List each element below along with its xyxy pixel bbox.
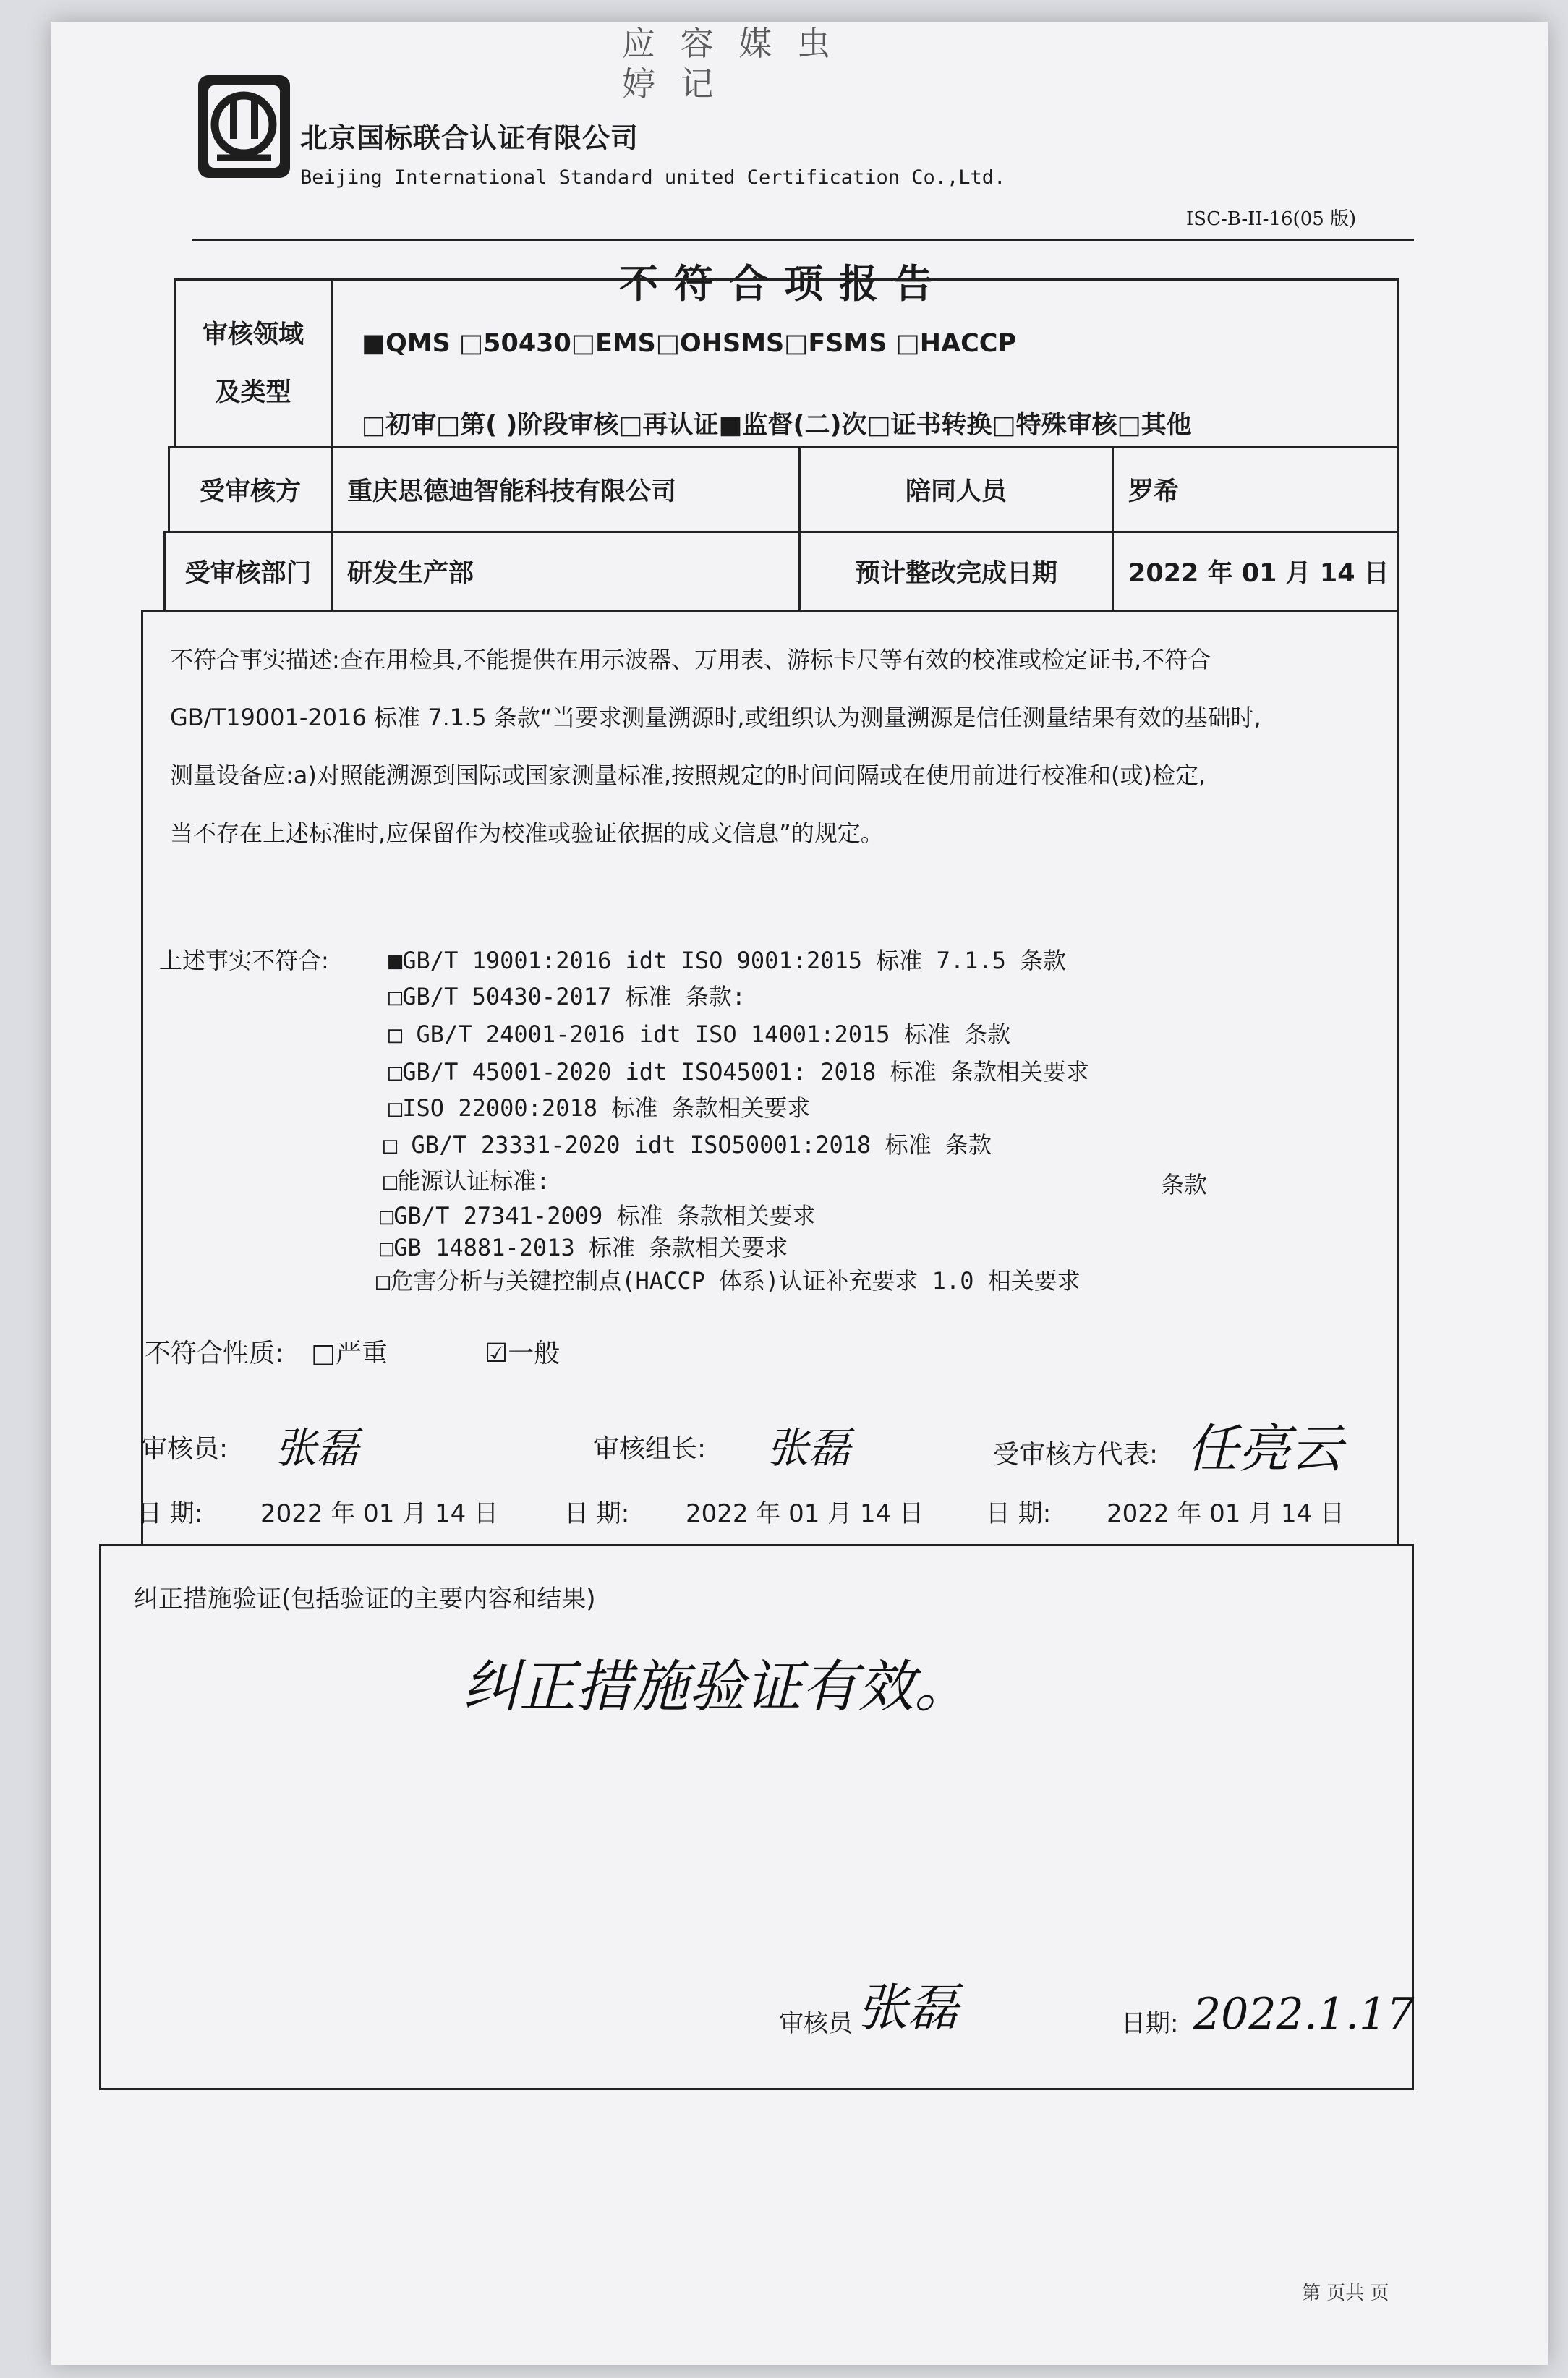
auditee-value: 重庆思德迪智能科技有限公司: [347, 477, 677, 506]
verification-label: 纠正措施验证(包括验证的主要内容和结果): [134, 1585, 596, 1614]
top-note-line-2: 婷 记: [622, 64, 721, 103]
accompany-value: 罗希: [1128, 477, 1180, 506]
standard-item-10: □危害分析与关键控制点(HACCP 体系)认证补充要求 1.0 相关要求: [376, 1267, 1081, 1295]
verification-date-label: 日期:: [1121, 2009, 1179, 2038]
standard-item-7: □能源认证标准:: [383, 1167, 550, 1195]
verification-auditor-signature: 张磊: [857, 1978, 958, 2037]
rep-signature: 任亮云: [1186, 1418, 1343, 1479]
verification-handwritten: 纠正措施验证有效。: [463, 1655, 971, 1720]
accompany-value-cell: [1112, 446, 1399, 533]
verification-auditor-label: 审核员: [779, 2009, 853, 2038]
description-line-1: 不符合事实描述:查在用检具,不能提供在用示波器、万用表、游标卡尺等有效的校准或检定证书,不符合: [170, 646, 1211, 673]
report-title: 不符合项报告: [619, 260, 949, 307]
standard-item-5: □ISO 22000:2018 标准 条款相关要求: [388, 1094, 811, 1122]
description-line-3: 测量设备应:a)对照能溯源到国际或国家测量标准,按照规定的时间间隔或在使用前进行校准和(或)检定,: [170, 762, 1206, 789]
due-date-label-cell: [798, 531, 1114, 612]
auditee-label-cell: [168, 446, 333, 533]
standard-item-2: □GB/T 50430-2017 标准 条款:: [388, 983, 746, 1010]
nonconform-label: 上述事实不符合:: [159, 947, 329, 974]
description-line-4: 当不存在上述标准时,应保留作为校准或验证依据的成文信息”的规定。: [170, 819, 884, 847]
standard-item-3: □ GB/T 24001-2016 idt ISO 14001:2015 标准 条款: [388, 1020, 1011, 1048]
audit-scope-line-2: □初审□第( )阶段审核□再认证■监督(二)次□证书转换□特殊审核□其他: [362, 411, 1192, 440]
auditor-label: 审核员:: [141, 1434, 229, 1464]
audit-scope-label-cell: [174, 278, 333, 448]
standard-item-1: ■GB/T 19001:2016 idt ISO 9001:2015 标准 7.1.5 条款: [388, 947, 1067, 974]
page-footer: 第 页共 页: [1302, 2283, 1389, 2304]
due-date-value: 2022 年 01 月 14 日: [1128, 559, 1389, 588]
standard-item-9: □GB 14881-2013 标准 条款相关要求: [380, 1234, 788, 1261]
audit-scope-label: 审核领域及类型: [202, 320, 304, 407]
auditee-value-cell: [331, 446, 801, 533]
rep-label: 受审核方代表:: [993, 1440, 1159, 1470]
leader-date: 2022 年 01 月 14 日: [686, 1499, 924, 1528]
nature-general: ☑一般: [485, 1339, 561, 1368]
nature-label: 不符合性质:: [145, 1339, 284, 1368]
form-code: ISC-B-II-16(05 版): [1186, 208, 1357, 230]
standard-item-8: □GB/T 27341-2009 标准 条款相关要求: [380, 1202, 816, 1230]
auditee-label: 受审核方: [199, 477, 301, 506]
leader-label: 审核组长:: [593, 1434, 707, 1464]
standard-item-6: □ GB/T 23331-2020 idt ISO50001:2018 标准 条款: [383, 1131, 992, 1159]
due-date-label: 预计整改完成日期: [854, 559, 1057, 588]
top-stamp-text: [622, 23, 838, 104]
verification-date: 2022.1.17: [1193, 1989, 1415, 2040]
department-value-cell: [331, 531, 801, 612]
accompany-label: 陪同人员: [905, 477, 1007, 506]
auditor-signature: 张磊: [275, 1423, 359, 1473]
standard-item-4: □GB/T 45001-2020 idt ISO45001: 2018 标准 条款相关要求: [388, 1058, 1089, 1086]
header-rule: [192, 239, 1414, 241]
department-value: 研发生产部: [347, 559, 474, 588]
energy-clause-label: 条款: [1161, 1171, 1208, 1198]
auditor-date: 2022 年 01 月 14 日: [260, 1499, 499, 1528]
nature-serious: □严重: [311, 1339, 388, 1368]
due-date-value-cell: [1112, 531, 1399, 612]
company-name-en: Beijing International Standard united Certification Co.,Ltd.: [300, 166, 1006, 189]
company-name-cn: 北京国标联合认证有限公司: [300, 122, 639, 154]
accompany-label-cell: [798, 446, 1114, 533]
rep-date: 2022 年 01 月 14 日: [1107, 1499, 1345, 1528]
audit-scope-line-1: ■QMS □50430□EMS□OHSMS□FSMS □HACCP: [362, 329, 1017, 358]
leader-signature: 张磊: [767, 1423, 851, 1473]
top-note-line-1: 应 容 媒 虫: [622, 24, 838, 63]
auditor-date-label: 日 期:: [137, 1499, 203, 1528]
department-label-cell: [163, 531, 333, 612]
leader-date-label: 日 期:: [564, 1499, 630, 1528]
rep-date-label: 日 期:: [986, 1499, 1052, 1528]
company-logo-icon: [195, 72, 293, 181]
description-line-2: GB/T19001-2016 标准 7.1.5 条款“当要求测量溯源时,或组织认为测量溯源是信任测量结果有效的基础时,: [170, 704, 1261, 731]
department-label: 受审核部门: [184, 559, 312, 588]
